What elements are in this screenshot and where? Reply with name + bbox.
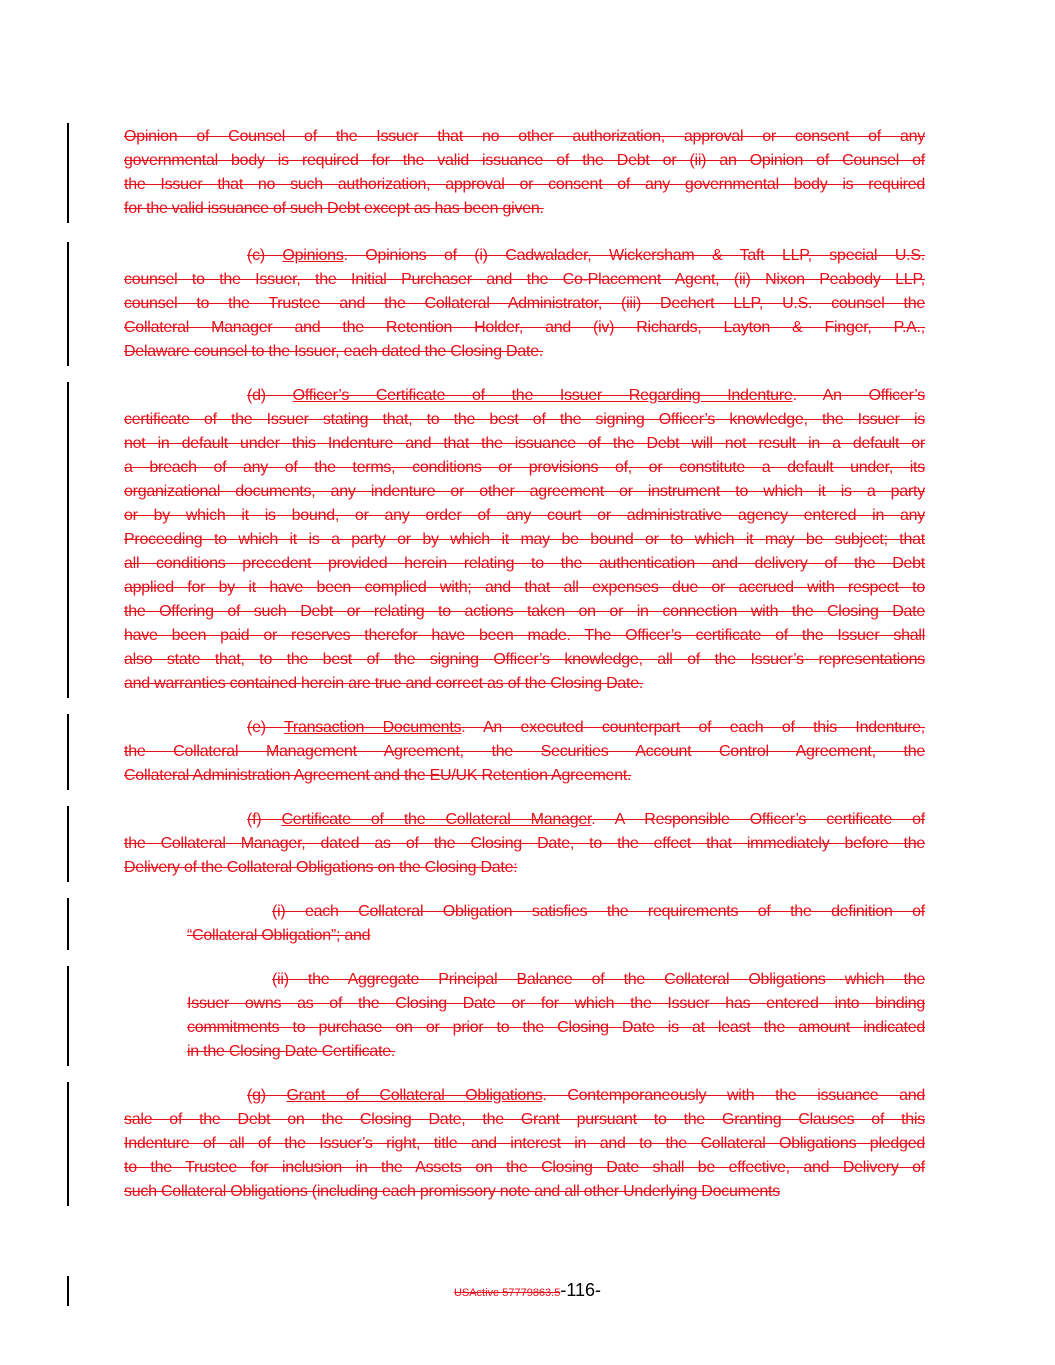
clause-text: . An Officer’s <box>792 387 926 404</box>
text-line: for the valid issuance of such Debt except as has been given. <box>124 200 544 217</box>
clause-heading: Opinions <box>282 247 344 264</box>
paragraph-clause <box>124 716 925 788</box>
clause-heading: Officer’s Certificate of the Issuer Regarding Indenture <box>292 387 793 404</box>
clause-label: (e) <box>247 719 284 736</box>
paragraph-first-line <box>124 1084 925 1108</box>
text-line: organizational documents, any indenture or other agreement or instrument to which it is a party <box>124 483 925 500</box>
text-line: the Collateral Manager, dated as of the Closing Date, to the effect that immediately before the <box>124 835 925 852</box>
text-line: such Collateral Obligations (including each promissory note and all other Underlying Documents <box>124 1183 780 1200</box>
clause-label: (d) <box>247 387 293 404</box>
text-line: to the Trustee for inclusion in the Assets on the Closing Date shall be effective, and Delivery of <box>124 1159 925 1176</box>
clause-label: (c) <box>247 247 283 264</box>
change-bar <box>67 966 69 1066</box>
text-line: also state that, to the best of the signing Officer’s knowledge, all of the Issuer’s representations <box>124 651 925 668</box>
text-line: and warranties contained herein are true and correct as of the Closing Date. <box>124 675 644 692</box>
change-bar <box>67 898 69 950</box>
paragraph-first-line <box>124 716 925 740</box>
page-footer <box>0 1280 1055 1301</box>
clause-heading: Transaction Documents <box>283 719 462 736</box>
change-bar <box>67 242 69 366</box>
change-bar <box>67 806 69 882</box>
paragraph-first-line <box>124 808 925 832</box>
text-line: Delivery of the Collateral Obligations on the Closing Date: <box>124 859 518 876</box>
paragraph-first-line <box>187 900 925 924</box>
paragraph-first-line <box>124 384 925 408</box>
text-line: counsel to the Issuer, the Initial Purchaser and the Co-Placement Agent, (ii) Nixon Peabody LLP, <box>124 271 925 288</box>
clause-label: (ii) <box>272 971 308 988</box>
clause-label: (f) <box>247 811 282 828</box>
text-line: counsel to the Trustee and the Collateral Administrator, (iii) Dechert LLP, U.S. counsel the <box>124 295 925 312</box>
text-line: Delaware counsel to the Issuer, each dated the Closing Date. <box>124 343 544 360</box>
change-bar <box>67 1082 69 1206</box>
text-line: Issuer owns as of the Closing Date or for which the Issuer has entered into binding <box>187 995 925 1012</box>
text-line: or by which it is bound, or any order of any court or administrative agency entered in any <box>124 507 925 524</box>
clause-text: . An executed counterpart of each of this Indenture, <box>461 719 925 736</box>
paragraph-clause <box>124 1084 925 1204</box>
clause-label: (i) <box>272 903 305 920</box>
text-line: a breach of any of the terms, conditions or provisions of, or constitute a default under, its <box>124 459 925 476</box>
paragraph-clause <box>124 244 925 364</box>
clause-text: . Contemporaneously with the issuance and <box>542 1087 926 1104</box>
paragraph-clause-continuation <box>124 125 925 221</box>
change-bar <box>67 123 69 223</box>
clause-text: . A Responsible Officer’s certificate of <box>591 811 925 828</box>
text-line: in the Closing Date Certificate. <box>187 1043 396 1060</box>
text-line: the Collateral Management Agreement, the Securities Account Control Agreement, the <box>124 743 925 760</box>
text-line: the Issuer that no such authorization, approval or consent of any governmental body is required <box>124 176 925 193</box>
text-line: sale of the Debt on the Closing Date, the Grant pursuant to the Granting Clauses of this <box>124 1111 925 1128</box>
text-line: “Collateral Obligation”; and <box>187 927 371 944</box>
text-line: certificate of the Issuer stating that, to the best of the signing Officer’s knowledge, the Issuer is <box>124 411 925 428</box>
text-line: Collateral Manager and the Retention Holder, and (iv) Richards, Layton & Finger, P.A., <box>124 319 925 336</box>
clause-label: (g) <box>247 1087 287 1104</box>
text-line: Collateral Administration Agreement and the EU/UK Retention Agreement. <box>124 767 632 784</box>
text-line: not in default under this Indenture and that the issuance of the Debt will not result in a default or <box>124 435 925 452</box>
text-line: Opinion of Counsel of the Issuer that no other authorization, approval or consent of any <box>124 128 925 145</box>
clause-heading: Certificate of the Collateral Manager <box>281 811 592 828</box>
document-body <box>124 125 925 1224</box>
paragraph-first-line <box>124 244 925 268</box>
clause-text: . Opinions of (i) Cadwalader, Wickersham & Taft LLP, special U.S. <box>343 247 925 264</box>
clause-text: the Aggregate Principal Balance of the Collateral Obligations which the <box>307 971 926 988</box>
change-bar <box>67 714 69 790</box>
clause-heading: Grant of Collateral Obligations <box>286 1087 543 1104</box>
page-number: -116- <box>560 1280 602 1300</box>
clause-text: each Collateral Obligation satisfies the requirements of the definition of <box>304 903 925 920</box>
paragraph-subclause <box>187 900 925 948</box>
paragraph-subclause <box>187 968 925 1064</box>
paragraph-clause <box>124 808 925 880</box>
text-line: commitments to purchase on or prior to the Closing Date is at least the amount indicated <box>187 1019 925 1036</box>
document-id: USActive 57779863.5 <box>453 1287 561 1299</box>
paragraph-clause <box>124 384 925 696</box>
text-line: have been paid or reserves therefor have been made. The Officer’s certificate of the Issuer shall <box>124 627 925 644</box>
text-line: the Offering of such Debt or relating to actions taken on or in connection with the Closing Date <box>124 603 925 620</box>
text-line: all conditions precedent provided herein relating to the authentication and delivery of the Debt <box>124 555 925 572</box>
text-line: Indenture of all of the Issuer’s right, title and interest in and to the Collateral Obligations pledged <box>124 1135 925 1152</box>
paragraph-first-line <box>187 968 925 992</box>
text-line: applied for by it have been complied with; and that all expenses due or accrued with respect to <box>124 579 925 596</box>
text-line: Proceeding to which it is a party or by which it may be bound or to which it may be subject; that <box>124 531 925 548</box>
change-bar <box>67 382 69 698</box>
text-line: governmental body is required for the valid issuance of the Debt or (ii) an Opinion of Counsel of <box>124 152 925 169</box>
